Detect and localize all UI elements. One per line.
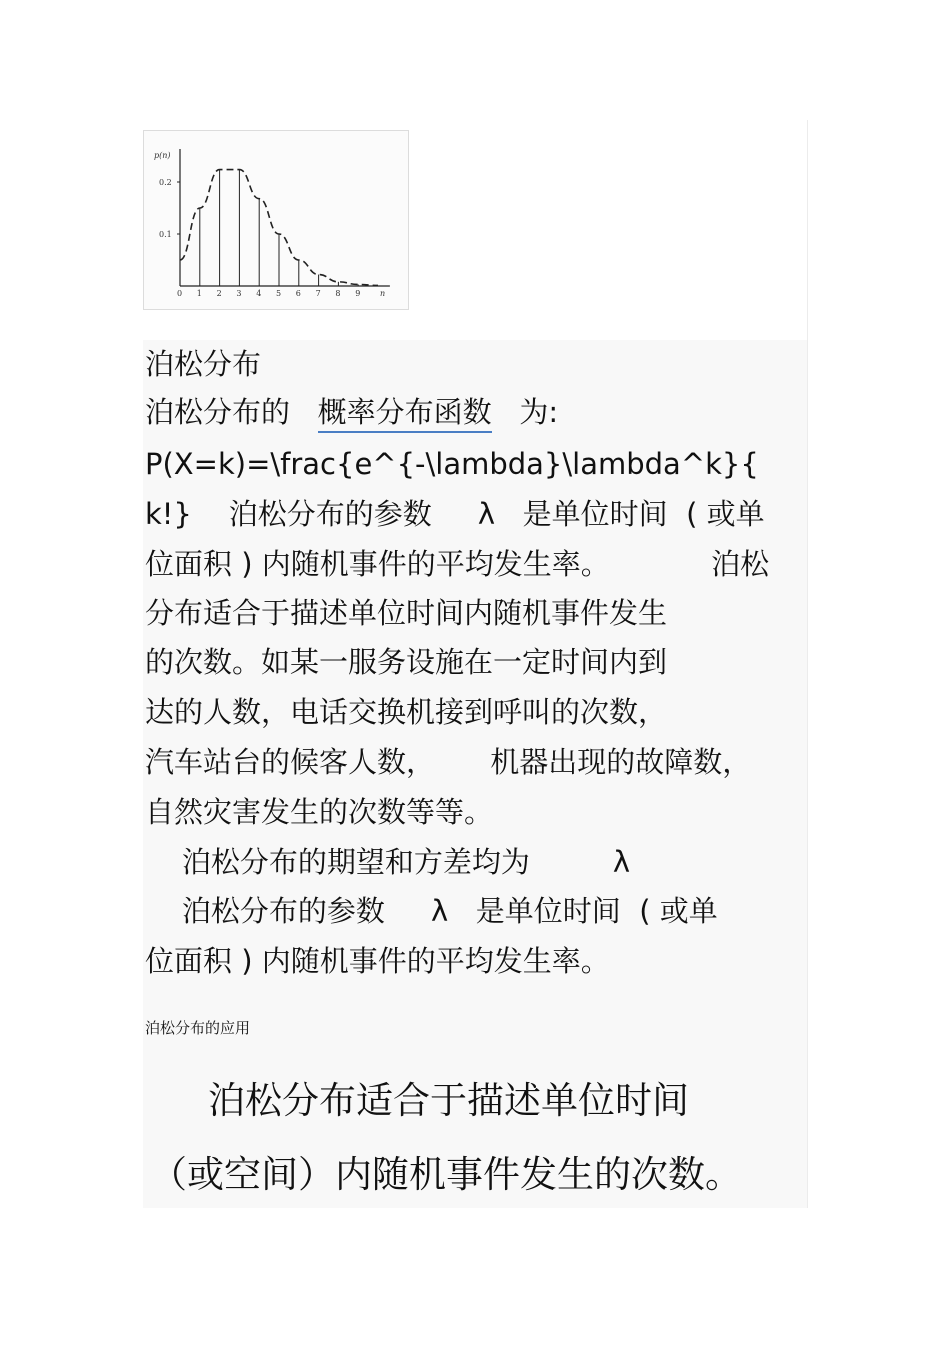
poisson-distribution-figure <box>143 130 409 310</box>
paragraph-line: 的次数。如某一服务设施在一定时间内到 <box>145 645 668 679</box>
formula-line: P(X=k)=\frac{e^{-\lambda}\lambda^k}{ <box>145 447 759 481</box>
x-tick-label: 4 <box>256 289 262 298</box>
paragraph-line: 位面积 ) 内随机事件的平均发生率。 泊松 <box>145 547 770 581</box>
paragraph-line: 泊松分布的期望和方差均为 λ <box>145 845 631 879</box>
paragraph-line: 泊松分布的参数 λ 是单位时间 ( 或单 <box>145 894 718 928</box>
x-tick-label: 9 <box>355 289 361 298</box>
definition-prefix: 泊松分布的 <box>145 395 291 429</box>
x-tick-label: 7 <box>315 289 321 298</box>
paragraph-line: 自然灾害发生的次数等等。 <box>145 795 494 829</box>
section-title: 泊松分布 <box>145 347 262 381</box>
x-tick-label: 3 <box>236 289 242 298</box>
definition-suffix: 为: <box>519 395 559 429</box>
probability-distribution-function-link[interactable]: 概率分布函数 <box>318 395 492 433</box>
application-line-2: （或空间）内随机事件发生的次数。 <box>150 1153 742 1196</box>
y-axis-label: p(n) <box>154 151 171 160</box>
paragraph-line: 分布适合于描述单位时间内随机事件发生 <box>145 596 668 630</box>
definition-line <box>145 395 559 429</box>
x-axis-label: n <box>379 289 386 298</box>
paragraph-line: k!} 泊松分布的参数 λ 是单位时间 ( 或单 <box>145 497 765 531</box>
x-tick-label: 0 <box>177 289 183 298</box>
y-tick-label: 0.1 <box>159 230 172 239</box>
poisson-chart-svg <box>144 131 408 309</box>
x-tick-label: 2 <box>216 289 222 298</box>
y-tick-label: 0.2 <box>159 178 172 187</box>
x-tick-label: 6 <box>295 289 301 298</box>
application-line-1: 泊松分布适合于描述单位时间 <box>208 1079 689 1122</box>
paragraph-line: 汽车站台的候客人数， 机器出现的故障数， <box>145 745 752 779</box>
paragraph-line: 达的人数，电话交换机接到呼叫的次数， <box>145 695 668 729</box>
x-tick-label: 5 <box>276 289 282 298</box>
application-heading: 泊松分布的应用 <box>145 1019 251 1037</box>
paragraph-line: 位面积 ) 内随机事件的平均发生率。 <box>145 944 610 978</box>
x-tick-label: 1 <box>196 289 202 298</box>
x-tick-label: 8 <box>335 289 341 298</box>
